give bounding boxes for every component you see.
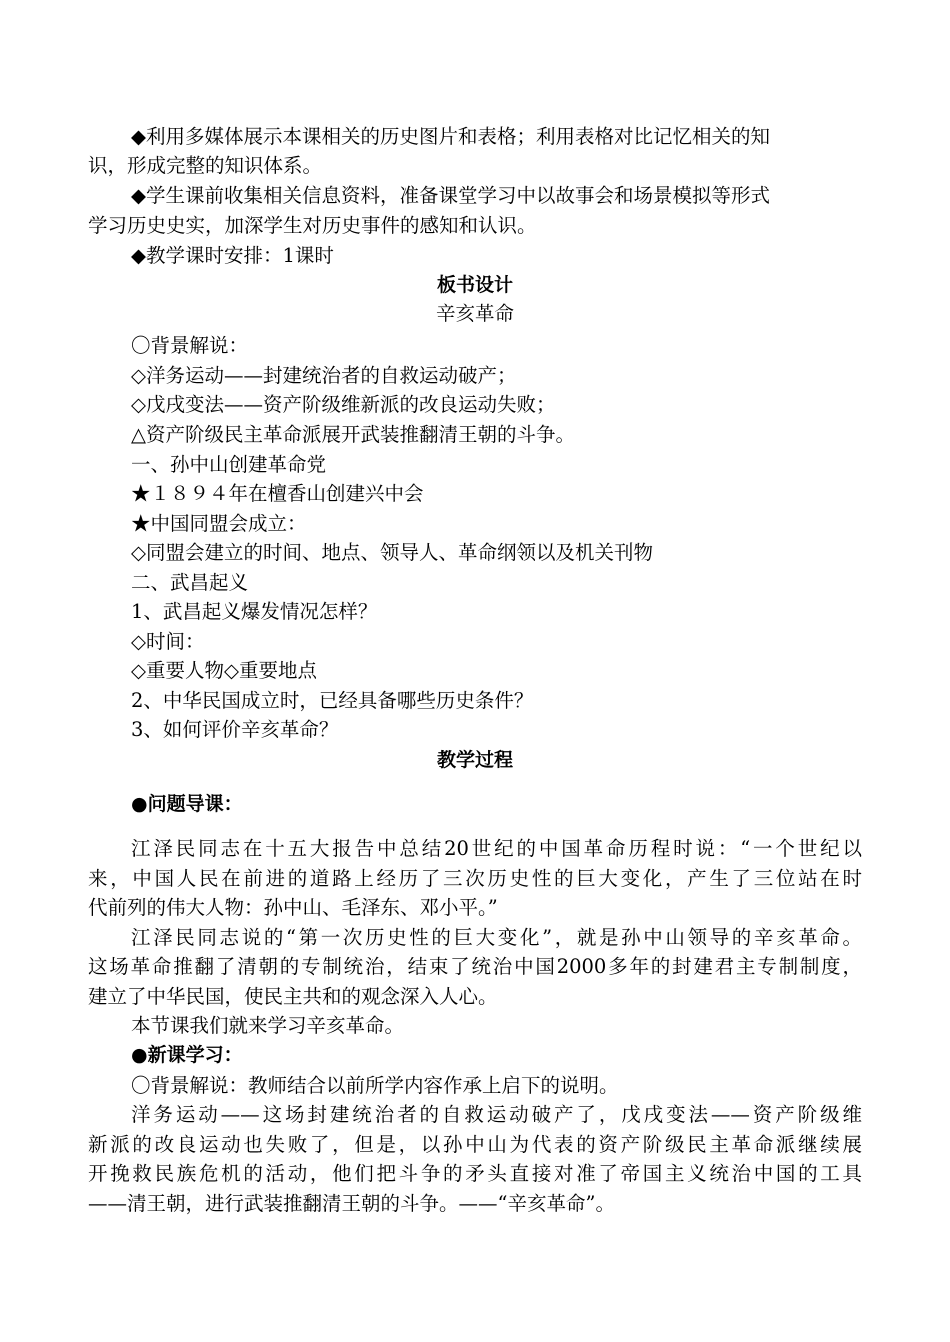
subsection-heading: ●问题导课： <box>131 793 243 815</box>
text-line: 〇背景解说： <box>131 334 249 357</box>
text-line: ◆教学课时安排：1课时 <box>131 244 334 267</box>
text-line: ◇时间： <box>131 630 205 653</box>
board-title: 辛亥革命 <box>435 302 514 325</box>
text-line: 2、中华民国成立时，已经具备哪些历史条件？ <box>131 689 534 712</box>
paragraph-line: 新派的改良运动也失败了，但是，以孙中山为代表的资产阶级民主革命派继续展 <box>88 1133 862 1156</box>
text-line: 3、如何评价辛亥革命？ <box>131 718 339 741</box>
paragraph-line: 江泽民同志在十五大报告中总结20世纪的中国革命历程时说：“一个世纪以 <box>131 837 862 860</box>
paragraph-line: 江泽民同志说的“第一次历史性的巨大变化”，就是孙中山领导的辛亥革命。 <box>131 926 862 949</box>
text-line: 二、武昌起义 <box>131 571 249 594</box>
text-line: ◇重要人物◇重要地点 <box>131 659 317 682</box>
paragraph-line: 来，中国人民在前进的道路上经历了三次历史性的巨大变化，产生了三位站在时 <box>88 867 862 890</box>
text-line: ★中国同盟会成立： <box>131 512 307 535</box>
text-line: △资产阶级民主革命派展开武装推翻清王朝的斗争。 <box>131 423 575 446</box>
text-line: ★１８９４年在檀香山创建兴中会 <box>131 482 424 505</box>
text-line: 识，形成完整的知识体系。 <box>88 154 323 177</box>
paragraph-line: 〇背景解说：教师结合以前所学内容作承上启下的说明。 <box>131 1074 619 1097</box>
text-line: 学习历史史实，加深学生对历史事件的感知和认识。 <box>88 214 537 237</box>
paragraph-line: 这场革命推翻了清朝的专制统治，结束了统治中国2000多年的封建君主专制制度， <box>88 955 862 978</box>
text-line: ◆学生课前收集相关信息资料，准备课堂学习中以故事会和场景模拟等形式 <box>131 184 770 207</box>
paragraph-line: 开挽救民族危机的活动，他们把斗争的矛头直接对准了帝国主义统治中国的工具 <box>88 1162 862 1185</box>
text-line: 一、孙中山创建革命党 <box>131 453 327 476</box>
paragraph-line: ——清王朝，进行武装推翻清王朝的斗争。——“辛亥革命”。 <box>88 1192 615 1215</box>
section-heading: 板书设计 <box>436 274 513 296</box>
text-line: ◇同盟会建立的时间、地点、领导人、革命纲领以及机关刊物 <box>131 541 653 564</box>
paragraph-line: 洋务运动——这场封建统治者的自救运动破产了，戊戌变法——资产阶级维 <box>131 1103 862 1126</box>
text-line: 1、武昌起义爆发情况怎样？ <box>131 600 378 623</box>
subsection-heading: ●新课学习： <box>131 1044 243 1066</box>
text-line: ◆利用多媒体展示本课相关的历史图片和表格；利用表格对比记忆相关的知 <box>131 125 770 148</box>
text-line: ◇戊戌变法——资产阶级维新派的改良运动失败； <box>131 393 556 416</box>
paragraph-line: 建立了中华民国，使民主共和的观念深入人心。 <box>88 985 498 1008</box>
text-line: ◇洋务运动——封建统治者的自救运动破产； <box>131 364 517 387</box>
paragraph-line: 本节课我们就来学习辛亥革命。 <box>131 1014 405 1037</box>
paragraph-line: 代前列的伟大人物：孙中山、毛泽东、邓小平。” <box>88 896 498 919</box>
section-heading: 教学过程 <box>436 749 513 771</box>
